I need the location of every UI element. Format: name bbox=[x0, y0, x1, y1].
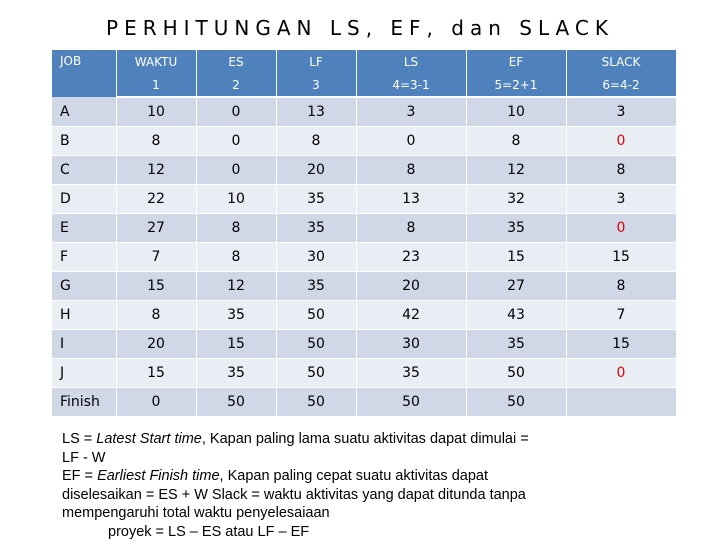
cell-slack: 0 bbox=[566, 214, 676, 243]
cell-ls: 20 bbox=[356, 272, 466, 301]
cell-job: I bbox=[52, 330, 116, 359]
cell-slack: 8 bbox=[566, 272, 676, 301]
cell-slack: 15 bbox=[566, 243, 676, 272]
cell-slack: 0 bbox=[566, 359, 676, 388]
cell-ls: 50 bbox=[356, 388, 466, 417]
table-body bbox=[52, 97, 676, 417]
cell-job: H bbox=[52, 301, 116, 330]
cell-slack: 8 bbox=[566, 156, 676, 185]
ef-formula-slack: diselesaikan = ES + W Slack = waktu aktivitas yang dapat ditunda tanpa bbox=[62, 486, 662, 505]
cell-waktu: 8 bbox=[116, 301, 196, 330]
page-title: PERHITUNGAN LS, EF, dan SLACK bbox=[0, 16, 720, 40]
cell-ls: 3 bbox=[356, 97, 466, 127]
cell-ef: 8 bbox=[466, 127, 566, 156]
cell-es: 50 bbox=[196, 388, 276, 417]
cell-job: J bbox=[52, 359, 116, 388]
cell-es: 35 bbox=[196, 301, 276, 330]
header-lf: LF bbox=[276, 50, 356, 73]
cell-slack: 3 bbox=[566, 97, 676, 127]
cell-ef: 43 bbox=[466, 301, 566, 330]
cell-waktu: 8 bbox=[116, 127, 196, 156]
cell-ef: 10 bbox=[466, 97, 566, 127]
cell-lf: 13 bbox=[276, 97, 356, 127]
header-slack: SLACK bbox=[566, 50, 676, 73]
table-row bbox=[52, 388, 676, 417]
table-row bbox=[52, 301, 676, 330]
table-row bbox=[52, 185, 676, 214]
cell-ef: 50 bbox=[466, 388, 566, 417]
cell-waktu: 10 bbox=[116, 97, 196, 127]
header-ef: EF bbox=[466, 50, 566, 73]
cell-slack bbox=[566, 388, 676, 417]
cell-slack: 3 bbox=[566, 185, 676, 214]
cell-ef: 27 bbox=[466, 272, 566, 301]
cell-es: 8 bbox=[196, 214, 276, 243]
table-row bbox=[52, 330, 676, 359]
cell-job: E bbox=[52, 214, 116, 243]
cell-es: 0 bbox=[196, 97, 276, 127]
cell-es: 15 bbox=[196, 330, 276, 359]
ef-definition: EF = Earliest Finish time, Kapan paling cepat suatu aktivitas dapat bbox=[62, 467, 662, 486]
cell-ls: 23 bbox=[356, 243, 466, 272]
table-row bbox=[52, 359, 676, 388]
header-es: ES bbox=[196, 50, 276, 73]
cell-ef: 35 bbox=[466, 330, 566, 359]
cell-ls: 8 bbox=[356, 214, 466, 243]
cell-lf: 50 bbox=[276, 330, 356, 359]
table-row bbox=[52, 127, 676, 156]
slack-formula: proyek = LS – ES atau LF – EF bbox=[62, 523, 662, 541]
cell-ls: 0 bbox=[356, 127, 466, 156]
cell-waktu: 15 bbox=[116, 359, 196, 388]
cell-lf: 35 bbox=[276, 185, 356, 214]
cell-ls: 13 bbox=[356, 185, 466, 214]
cell-ef: 32 bbox=[466, 185, 566, 214]
cell-es: 12 bbox=[196, 272, 276, 301]
cell-waktu: 20 bbox=[116, 330, 196, 359]
cell-waktu: 0 bbox=[116, 388, 196, 417]
cell-ef: 15 bbox=[466, 243, 566, 272]
cell-es: 0 bbox=[196, 127, 276, 156]
table-row bbox=[52, 214, 676, 243]
cell-ls: 30 bbox=[356, 330, 466, 359]
cell-job: C bbox=[52, 156, 116, 185]
table-row bbox=[52, 272, 676, 301]
header-row bbox=[52, 50, 676, 73]
slack-table bbox=[52, 50, 677, 417]
cell-lf: 30 bbox=[276, 243, 356, 272]
header-es-formula: 2 bbox=[196, 73, 276, 97]
slack-definition-cont: mempengaruhi total waktu penyelesaiaan bbox=[62, 504, 662, 523]
cell-lf: 20 bbox=[276, 156, 356, 185]
cell-ef: 35 bbox=[466, 214, 566, 243]
header-ef-formula: 5=2+1 bbox=[466, 73, 566, 97]
cell-es: 10 bbox=[196, 185, 276, 214]
header-job: JOB bbox=[52, 50, 116, 97]
cell-ls: 8 bbox=[356, 156, 466, 185]
ls-formula: LF - W bbox=[62, 449, 662, 468]
header-ls-formula: 4=3-1 bbox=[356, 73, 466, 97]
table-row bbox=[52, 156, 676, 185]
cell-waktu: 12 bbox=[116, 156, 196, 185]
cell-job: G bbox=[52, 272, 116, 301]
cell-ls: 42 bbox=[356, 301, 466, 330]
cell-ef: 50 bbox=[466, 359, 566, 388]
cell-lf: 50 bbox=[276, 359, 356, 388]
table-row bbox=[52, 243, 676, 272]
header-waktu-formula: 1 bbox=[116, 73, 196, 97]
header-slack-formula: 6=4-2 bbox=[566, 73, 676, 97]
cell-waktu: 27 bbox=[116, 214, 196, 243]
cell-job: D bbox=[52, 185, 116, 214]
cell-lf: 8 bbox=[276, 127, 356, 156]
cell-es: 35 bbox=[196, 359, 276, 388]
cell-es: 8 bbox=[196, 243, 276, 272]
cell-waktu: 7 bbox=[116, 243, 196, 272]
cell-lf: 50 bbox=[276, 388, 356, 417]
cell-slack: 15 bbox=[566, 330, 676, 359]
ls-definition: LS = Latest Start time, Kapan paling lama suatu aktivitas dapat dimulai = bbox=[62, 430, 662, 449]
cell-ls: 35 bbox=[356, 359, 466, 388]
cell-ef: 12 bbox=[466, 156, 566, 185]
header-ls: LS bbox=[356, 50, 466, 73]
header-sub-row bbox=[52, 73, 676, 97]
cell-waktu: 15 bbox=[116, 272, 196, 301]
cell-job: F bbox=[52, 243, 116, 272]
cell-job: Finish bbox=[52, 388, 116, 417]
cell-lf: 35 bbox=[276, 272, 356, 301]
cell-slack: 0 bbox=[566, 127, 676, 156]
cell-es: 0 bbox=[196, 156, 276, 185]
cell-lf: 35 bbox=[276, 214, 356, 243]
cell-job: B bbox=[52, 127, 116, 156]
definitions-text bbox=[62, 430, 662, 541]
table-row bbox=[52, 97, 676, 127]
cell-job: A bbox=[52, 97, 116, 127]
header-waktu: WAKTU bbox=[116, 50, 196, 73]
cell-waktu: 22 bbox=[116, 185, 196, 214]
header-lf-formula: 3 bbox=[276, 73, 356, 97]
cell-slack: 7 bbox=[566, 301, 676, 330]
cell-lf: 50 bbox=[276, 301, 356, 330]
